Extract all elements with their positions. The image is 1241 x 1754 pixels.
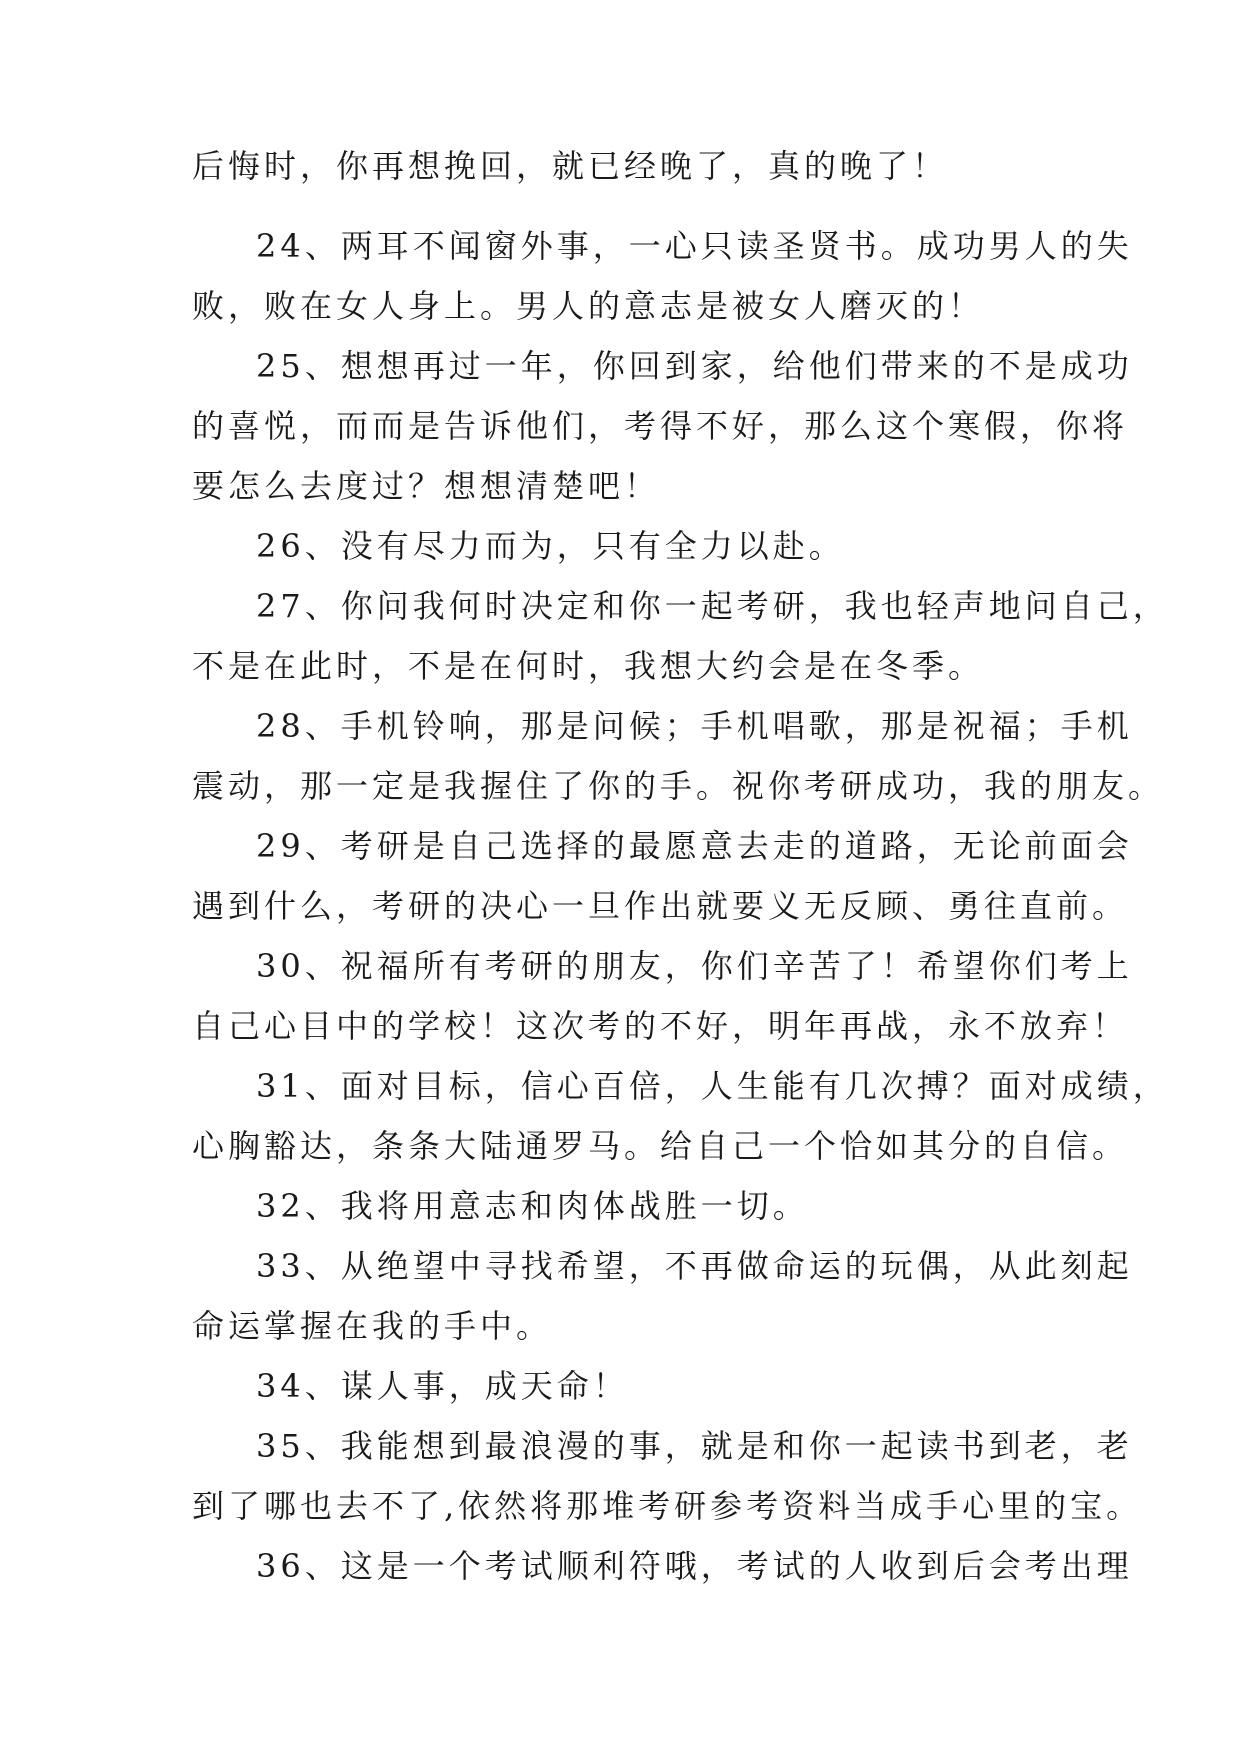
text-line: 震动，那一定是我握住了你的手。祝你考研成功，我的朋友。 [192, 767, 1165, 805]
text-line: 到了哪也去不了,依然将那堆考研参考资料当成手心里的宝。 [192, 1487, 1143, 1525]
text-line: 33、从绝望中寻找希望，不再做命运的玩偶，从此刻起 [256, 1247, 1133, 1285]
text-line: 29、考研是自己选择的最愿意去走的道路，无论前面会 [256, 827, 1133, 865]
text-line: 的喜悦，而而是告诉他们，考得不好，那么这个寒假，你将 [192, 407, 1129, 445]
text-line: 自己心目中的学校！这次考的不好，明年再战，永不放弃！ [192, 1007, 1129, 1045]
text-line: 命运掌握在我的手中。 [192, 1307, 553, 1345]
text-line: 26、没有尽力而为，只有全力以赴。 [256, 527, 845, 565]
text-line: 不是在此时，不是在何时，我想大约会是在冬季。 [192, 647, 985, 685]
text-line: 败，败在女人身上。男人的意志是被女人磨灭的！ [192, 287, 985, 325]
text-line: 30、祝福所有考研的朋友，你们辛苦了！希望你们考上 [256, 947, 1133, 985]
text-line: 要怎么去度过？想想清楚吧！ [192, 467, 661, 505]
text-line: 31、面对目标，信心百倍，人生能有几次搏？面对成绩， [256, 1067, 1169, 1105]
text-line: 27、你问我何时决定和你一起考研，我也轻声地问自己， [256, 587, 1169, 625]
text-line: 35、我能想到最浪漫的事，就是和你一起读书到老，老 [256, 1427, 1133, 1465]
text-line: 28、手机铃响，那是问候；手机唱歌，那是祝福；手机 [256, 707, 1133, 745]
text-line: 后悔时，你再想挽回，就已经晚了，真的晚了！ [192, 147, 949, 185]
text-line: 遇到什么，考研的决心一旦作出就要义无反顾、勇往直前。 [192, 887, 1129, 925]
text-line: 心胸豁达，条条大陆通罗马。给自己一个恰如其分的自信。 [192, 1127, 1129, 1165]
text-line: 36、这是一个考试顺利符哦，考试的人收到后会考出理 [256, 1547, 1133, 1585]
text-line: 25、想想再过一年，你回到家，给他们带来的不是成功 [256, 347, 1133, 385]
text-line: 24、两耳不闻窗外事，一心只读圣贤书。成功男人的失 [256, 227, 1133, 265]
text-line: 34、谋人事，成天命！ [256, 1367, 629, 1405]
text-line: 32、我将用意志和肉体战胜一切。 [256, 1187, 809, 1225]
